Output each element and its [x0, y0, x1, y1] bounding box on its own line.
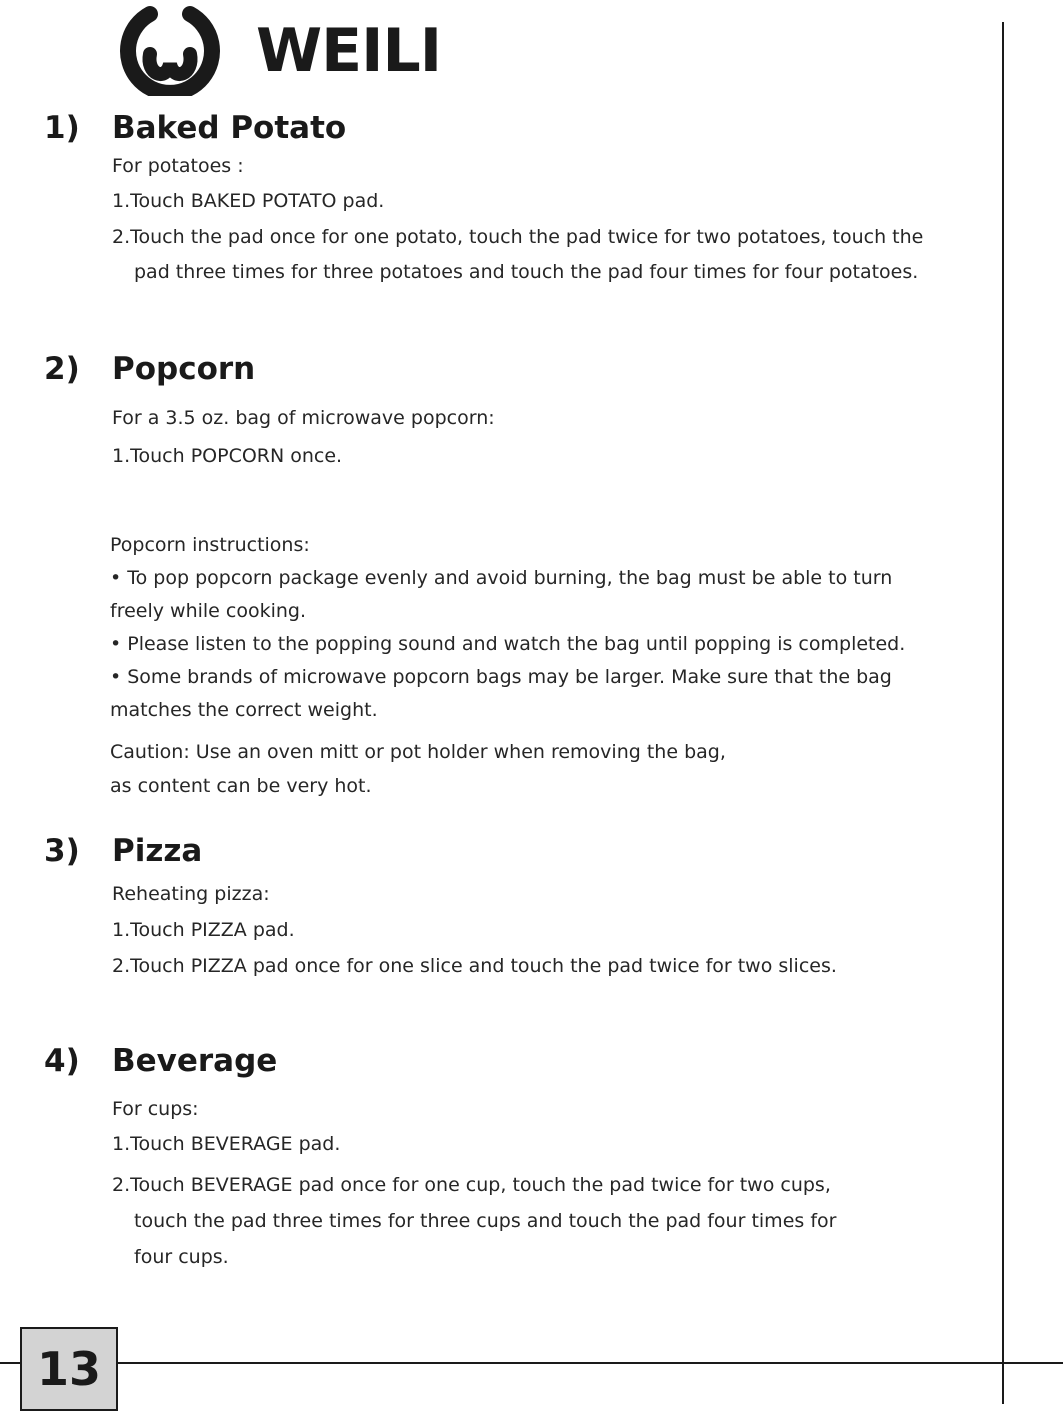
section-line: For potatoes :	[112, 155, 244, 177]
section-title-popcorn: Popcorn	[112, 351, 256, 387]
section-number: 4)	[44, 1043, 80, 1079]
popcorn-instruction-line: matches the correct weight.	[110, 699, 378, 721]
section-line: Reheating pizza:	[112, 883, 270, 905]
section-line: 1.Touch BAKED POTATO pad.	[112, 190, 385, 212]
popcorn-instruction-bullet: • Some brands of microwave popcorn bags may be larger. Make sure that the bag	[110, 666, 892, 688]
section-line: 2.Touch PIZZA pad once for one slice and touch the pad twice for two slices.	[112, 955, 837, 977]
section-title-pizza: Pizza	[112, 833, 203, 869]
section-number: 2)	[44, 351, 80, 387]
page-footer-rule	[0, 1362, 1063, 1364]
page-margin-vertical-rule	[1002, 22, 1004, 1404]
popcorn-caution-line: as content can be very hot.	[110, 775, 372, 797]
section-line: pad three times for three potatoes and touch the pad four times for four potatoes.	[134, 261, 919, 283]
section-title-beverage: Beverage	[112, 1043, 278, 1079]
popcorn-instruction-bullet: • Please listen to the popping sound and watch the bag until popping is completed.	[110, 633, 906, 655]
section-title-baked-potato: Baked Potato	[112, 110, 347, 146]
brand-logo	[100, 2, 470, 96]
section-number: 1)	[44, 110, 80, 146]
popcorn-instruction-line: freely while cooking.	[110, 600, 307, 622]
popcorn-instructions-heading: Popcorn instructions:	[110, 534, 310, 556]
section-line: For cups:	[112, 1098, 199, 1120]
brand-name: WEILI	[256, 16, 442, 86]
section-line: 1.Touch POPCORN once.	[112, 445, 343, 467]
section-line: four cups.	[134, 1246, 229, 1268]
section-line: 1.Touch BEVERAGE pad.	[112, 1133, 341, 1155]
page-number: 13	[20, 1327, 118, 1411]
popcorn-instruction-bullet: • To pop popcorn package evenly and avoid burning, the bag must be able to turn	[110, 567, 893, 589]
section-line: For a 3.5 oz. bag of microwave popcorn:	[112, 407, 495, 429]
weili-logo-icon	[100, 2, 240, 96]
popcorn-caution: Caution: Use an oven mitt or pot holder when removing the bag,	[110, 741, 726, 763]
section-line: touch the pad three times for three cups and touch the pad four times for	[134, 1210, 837, 1232]
section-number: 3)	[44, 833, 80, 869]
section-line: 2.Touch the pad once for one potato, touch the pad twice for two potatoes, touch the	[112, 226, 924, 248]
section-line: 2.Touch BEVERAGE pad once for one cup, touch the pad twice for two cups,	[112, 1174, 831, 1196]
section-line: 1.Touch PIZZA pad.	[112, 919, 295, 941]
